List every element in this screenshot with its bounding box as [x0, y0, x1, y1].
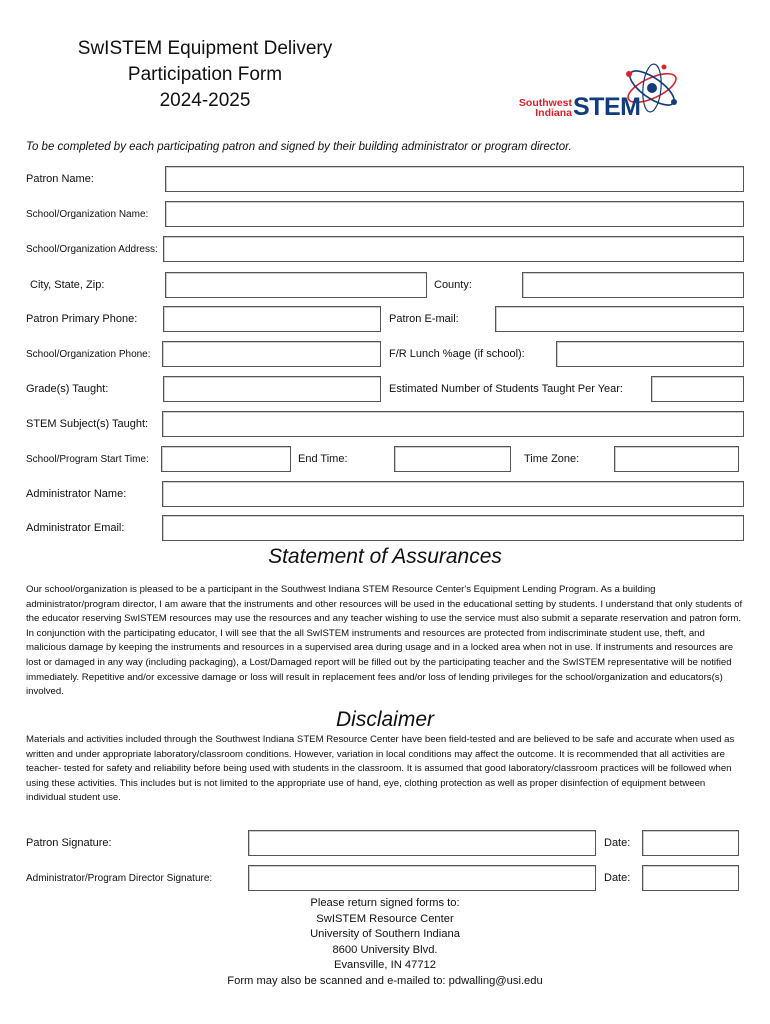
- school-phone-field[interactable]: [162, 341, 381, 367]
- logo-stem: STEM: [573, 93, 641, 121]
- patron-email-label: Patron E-mail:: [389, 313, 459, 325]
- footer-line-6: Form may also be scanned and e-mailed to: pdwalling@usi.edu: [227, 974, 543, 987]
- city-state-zip-field[interactable]: [165, 272, 427, 298]
- footer-line-2: SwISTEM Resource Center: [316, 912, 454, 925]
- stem-subjects-field[interactable]: [162, 411, 744, 437]
- start-time-label: School/Program Start Time:: [26, 454, 149, 465]
- admin-date-field[interactable]: [642, 865, 739, 891]
- admin-name-field[interactable]: [162, 481, 744, 507]
- start-time-field[interactable]: [161, 446, 291, 472]
- patron-date-field[interactable]: [642, 830, 739, 856]
- assurances-heading: Statement of Assurances: [268, 545, 502, 568]
- logo-indiana: Indiana: [535, 107, 572, 119]
- footer-line-1: Please return signed forms to:: [310, 897, 460, 909]
- disclaimer-heading: Disclaimer: [335, 708, 434, 731]
- admin-name-label: Administrator Name:: [26, 488, 127, 500]
- patron-signature-field[interactable]: [248, 830, 596, 856]
- patron-name-label: Patron Name:: [26, 173, 94, 185]
- fr-lunch-field[interactable]: [556, 341, 744, 367]
- footer-line-3: University of Southern Indiana: [310, 928, 460, 941]
- form-title: [0, 36, 410, 114]
- footer-line-5: Evansville, IN 47712: [334, 959, 436, 972]
- grades-field[interactable]: [163, 376, 381, 402]
- admin-email-field[interactable]: [162, 515, 744, 541]
- instructions: To be completed by each participating patron and signed by their building administrator or program director.: [26, 141, 572, 153]
- patron-signature-label: Patron Signature:: [26, 837, 112, 849]
- admin-email-label: Administrator Email:: [26, 522, 125, 534]
- school-address-label: School/Organization Address:: [26, 244, 158, 255]
- return-instructions: [0, 896, 770, 990]
- disclaimer-text: Materials and activities included through the Southwest Indiana STEM Resource Center have been field-tested and are believed to be safe and accurate when used as written and under appropriate laboratory/classroom conditions. However, variation in local conditions may affect the outcome. It is recommended that all activities are teacher- tested for safety and reliability before being used with students in the classroom. It is assumed that good laboratory/classroom practices will be followed when using these activities. This includes but is not limited to the appropriate use of hand, eye, clothing protection as well as proper disinfection of equipment between individual student use.: [26, 734, 735, 804]
- school-address-field[interactable]: [163, 236, 744, 262]
- fr-lunch-label: F/R Lunch %age (if school):: [389, 348, 525, 360]
- primary-phone-label: Patron Primary Phone:: [26, 313, 138, 325]
- students-per-year-field[interactable]: [651, 376, 744, 402]
- primary-phone-field[interactable]: [163, 306, 381, 332]
- students-per-year-label: Estimated Number of Students Taught Per Year:: [389, 383, 623, 395]
- title-line-3: 2024-2025: [159, 90, 251, 111]
- city-state-zip-label: City, State, Zip:: [30, 279, 105, 291]
- county-field[interactable]: [522, 272, 744, 298]
- stem-subjects-label: STEM Subject(s) Taught:: [26, 418, 149, 430]
- swistem-logo: [504, 62, 684, 126]
- patron-email-field[interactable]: [495, 306, 744, 332]
- school-name-field[interactable]: [165, 201, 744, 227]
- time-zone-label: Time Zone:: [524, 453, 580, 465]
- title-line-2: Participation Form: [127, 64, 283, 85]
- admin-date-label: Date:: [604, 872, 631, 884]
- school-phone-label: School/Organization Phone:: [26, 349, 151, 360]
- assurances-text: Our school/organization is pleased to be a participant in the Southwest Indiana STEM Resource Center's Equipment Lending Program. As a building administrator/program director, I am aware that the instruments and other resources will be used in the educational setting by students. I understand that only students of the educator reserving SwISTEM resources may use the resources and any teacher wishing to use the service must also submit a separate reservation and patron form. In conjunction with the participating educator, I will see that the all SwISTEM instruments and resources are protected from indiscriminate student use, theft, and malicious damage by keeping the instruments and resources in a supervised area during usage and in a locked area when not in use. If instruments and resources are lost or damaged in any way (including packaging), a Lost/Damaged report will be filled out by the participating teacher and the SwISTEM representative will be notified immediately. Repetitive and/or excessive damage or loss will result in replacement fees and/or loss of lending privileges for the school/organization and educators(s) involved.: [26, 584, 743, 698]
- patron-name-field[interactable]: [165, 166, 744, 192]
- patron-date-label: Date:: [604, 837, 631, 849]
- county-label: County:: [434, 279, 472, 291]
- end-time-field[interactable]: [394, 446, 511, 472]
- logo-southwest: Southwest: [518, 97, 572, 109]
- footer-line-4: 8600 University Blvd.: [332, 943, 438, 956]
- end-time-label: End Time:: [298, 453, 348, 465]
- admin-signature-label: Administrator/Program Director Signature:: [26, 873, 213, 884]
- school-name-label: School/Organization Name:: [26, 209, 149, 220]
- title-line-1: SwISTEM Equipment Delivery: [77, 38, 333, 59]
- time-zone-field[interactable]: [614, 446, 739, 472]
- grades-label: Grade(s) Taught:: [26, 383, 109, 395]
- admin-signature-field[interactable]: [248, 865, 596, 891]
